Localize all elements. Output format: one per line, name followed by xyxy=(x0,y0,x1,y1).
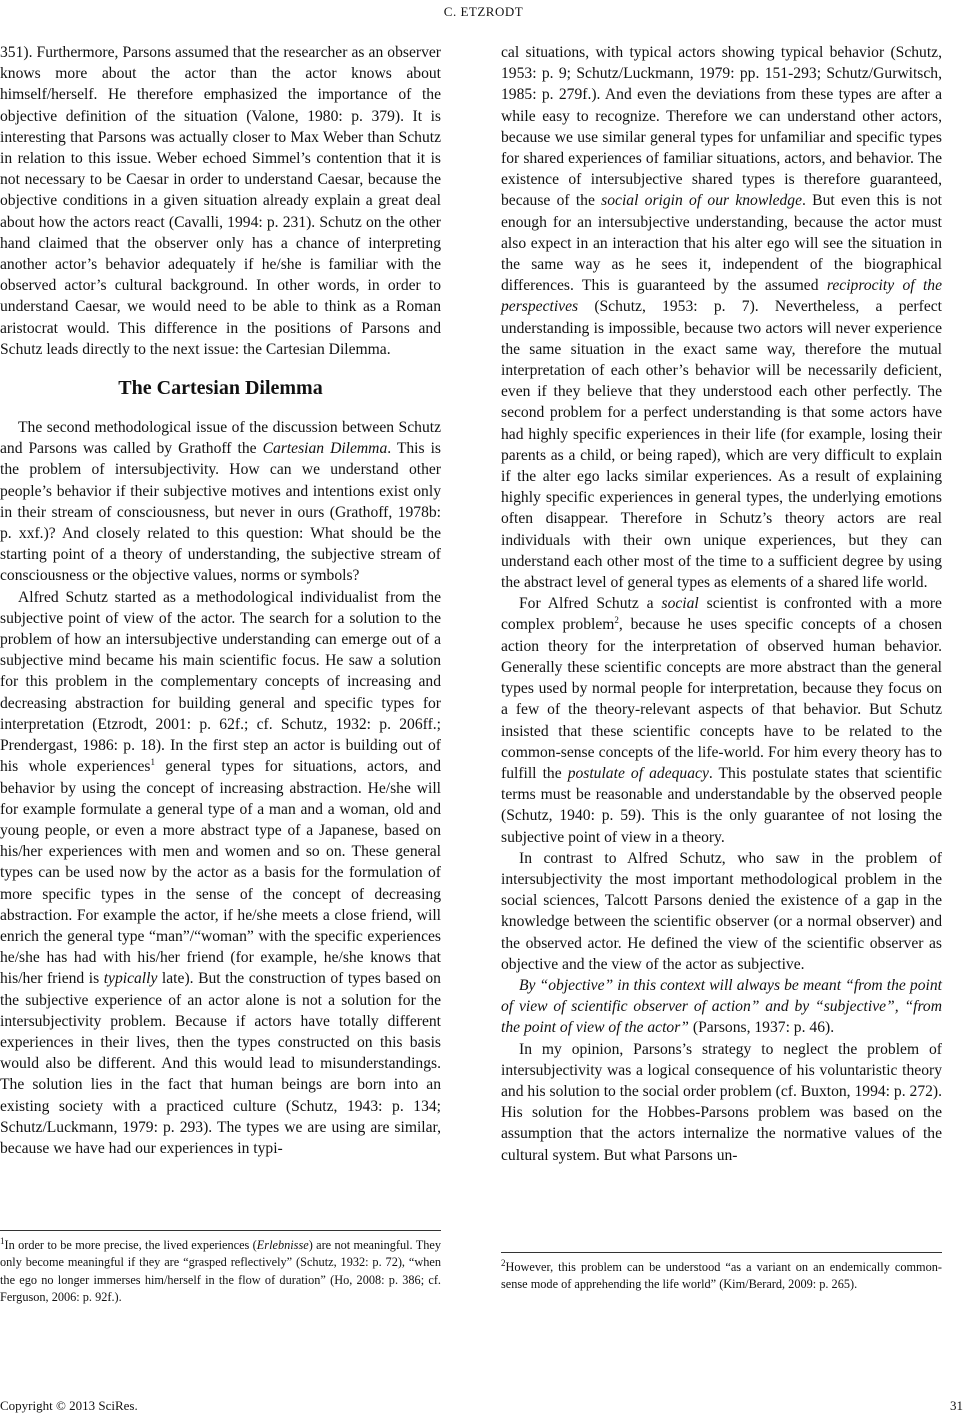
text-run: (Schutz, 1953: p. 7). Nevertheless, a perfect understanding is impossible, because two actors will never experience the same situation in the exact same way, therefore the mutual interpretation of each other’s behavior will be necessarily deficient, even if they believe that they understood each other perfectly. The second problem for a perfect understanding is that some actors have had highly specific experiences in their life (for example, losing their parents as a child, or being raped), which are very difficult to explain if the alter ego lacks similar experiences. As a result of explaining highly specific experiences in general types, the underlying emotions often disappear. Therefore in Schutz’s theory actors are real individuals with their own unique experiences, but they can understand each other most of the time to a sufficient degree by using the abstract level of general types as elements of a shared life world. xyxy=(501,298,942,592)
text-run: ) are not meaningful. They only become meaningful if they are “grasped reflectively” (Schutz, 1932: p. 72), “when the ego no longer immerses him/herself in the flow of duration” (Ho, 2008: p. 386; cf. Ferguson, 2006: p. 92f.). xyxy=(0,1238,441,1304)
running-header: C. ETZRODT xyxy=(443,4,524,19)
emphasis: Cartesian Dilemma xyxy=(262,440,388,458)
footnote-ref: 2 xyxy=(614,615,619,626)
text-run: . This is the problem of intersubjectivity. How can we understand other people’s behavior if their subjective motives and intentions exist only in their stream of consciousness, but never in ours (Grathoff, 1978b: p. xxf.)? And closely related to this question: What should be the starting point of a theory of understanding, the subjective stream of consciousness or the objective values, norms or symbols? xyxy=(0,440,441,585)
text-run: (Parsons, 1937: p. 46). xyxy=(688,1019,835,1037)
footnote-number: 2 xyxy=(501,1257,506,1268)
paragraph xyxy=(0,587,441,1159)
section-heading: The Cartesian Dilemma xyxy=(118,377,323,400)
paragraph xyxy=(501,42,942,593)
emphasis: reciprocity of the perspectives xyxy=(501,277,942,316)
paragraph xyxy=(0,417,441,587)
paragraph: In my opinion, Parsons’s strategy to neglect the problem of intersubjectivity was a logical consequence of his voluntaristic theory and his solution to the social order problem (cf. Buxton, 1994: p. 272). His solution for the Hobbes-Parsons problem was based on the assumption that the actors internalize the normative values of the cultural system. But what Parsons un- xyxy=(501,1040,942,1164)
text-run: For Alfred Schutz a xyxy=(519,595,662,613)
emphasis: typically xyxy=(103,970,158,988)
emphasis: social xyxy=(661,595,699,613)
text-run: , because he uses specific concepts of a chosen action theory for the interpretation of observed human behavior. Generally these scientific concepts are more abstract than the general types used by normal people for interpretation, because they focus on a few of the theory-relevant aspects of that behavior. But Schutz insisted that these scientific concepts have to be related to the common-sense concepts of the life-world. For him every theory has to fulfill the xyxy=(501,616,943,782)
footnote-2 xyxy=(501,1252,942,1294)
text-run: cal situations, with typical actors showing typical behavior (Schutz, 1953: p. 9; Schutz/Luckmann, 1979: pp. 151-293; Schutz/Gurwitsch, 1985: p. 279f.). And even the deviations from these types are after a while easy to recognize. Therefore we can understand other actors, because we use similar general types for unfamiliar and specific types for shared experiences of familiar situations, actors, and behavior. The existence of intersubjective shared types is therefore guaranteed, because of the xyxy=(501,44,942,210)
left-column xyxy=(0,42,441,1159)
emphasis: ”, “from the point of view of the actor” xyxy=(501,998,942,1037)
footnote-text xyxy=(0,1237,441,1306)
text-run: In order to be more precise, the lived experiences ( xyxy=(4,1238,257,1252)
block-quote xyxy=(501,975,942,1039)
footnote-ref: 1 xyxy=(150,757,155,768)
text-run: The second methodological issue of the discussion between Schutz and Parsons was called by Grathoff the xyxy=(0,419,441,458)
footnote-number: 1 xyxy=(0,1235,5,1246)
emphasis: ” in this context will always be meant “from the point of view of scientific observer of action” and by “ xyxy=(501,976,942,1016)
emphasis: social origin of our knowledge xyxy=(601,192,803,210)
emphasis: subjective xyxy=(823,998,887,1016)
text-run: scientist is confronted with a more complex problem xyxy=(501,595,942,634)
text-run: . This postulate states that scientific terms must be reasonable and understandable by the observed people (Schutz, 1940: p. 59). This is the only guarantee of not losing the subjective point of view in a theory. xyxy=(501,764,942,846)
copyright-notice: Copyright © 2013 SciRes. xyxy=(0,1398,138,1413)
emphasis: Erlebnisse xyxy=(256,1238,309,1252)
right-column xyxy=(501,42,942,1166)
paragraph: In contrast to Alfred Schutz, who saw in the problem of intersubjectivity the most important methodological problem in the social sciences, Talcott Parsons denied the existence of a gap in the knowledge between the scientific observer (or a normal observer) and the observed actor. He defined the view of the scientific observer as objective and the view of the actor as subjective. xyxy=(501,849,942,973)
text-run: . But even this is not enough for an intersubjective understanding, because the actor must also expect in an interaction that his alter ego will see the situation in the same way as he sees it, independent of the biographical differences. This is guaranteed by the assumed xyxy=(501,192,942,295)
text-run: general types for situations, actors, and behavior by using the concept of increasing abstraction. He/she will for example formulate a general type of a man and a woman, old and young people, or even a more abstract type of a Japanese, based on his/her experiences with men and women and so on. These general types can be used now by the actor as a basis for the formulation of more specific types in the sense of the concept of decreasing abstraction. For example the actor, if he/she meets a close friend, will enrich the general type “man”/“woman” with the specific experiences he/she has had with his/her friend (for example, he/she knows that his/her friend is xyxy=(0,758,441,988)
paragraph xyxy=(501,593,942,847)
footnote-1 xyxy=(0,1230,441,1306)
emphasis: postulate of adequacy xyxy=(567,764,709,782)
emphasis: objective xyxy=(548,976,605,994)
text-run: late). But the construction of types based on the subjective experience of an actor alone is not a solution for the intersubjectivity problem. Because if actors have totally different experiences in their lives, then the types constructed on this basis would also be different. And this would lead to misunderstandings. The solution lies in the fact that human beings are born into an existing society with a practiced culture (Schutz, 1943: p. 134; Schutz/Luckmann, 1979: p. 293). The types we are using are similar, because we have had our experiences in typi- xyxy=(0,970,441,1157)
page-number: 31 xyxy=(950,1398,963,1413)
text-run: However, this problem can be understood “as a variant on an endemically common-sense mode of apprehending the life world” (Kim/Berard, 2009: p. 265). xyxy=(501,1260,942,1292)
paragraph: 351). Furthermore, Parsons assumed that the researcher as an observer knows more about the actor than the actor knows about himself/herself. He therefore emphasized the importance of the objective definition of the situation (Valone, 1980: p. 379). It is interesting that Parsons was actually closer to Max Weber than Schutz in relation to this issue. Weber echoed Simmel’s contention that it is not necessary to be Caesar in order to understand Caesar, because the objective conditions in a given situation already explain a great deal about how the actors react (Cavalli, 1994: p. 231). Schutz on the other hand claimed that the observer only has a chance of interpreting another actor’s behavior adequately if he/she is familiar with the observed actor’s cultural background. In other words, in order to understand Caesar, we would need to be able to think as a Roman aristocrat would. This difference in the positions of Parsons and Schutz leads directly to the next issue: the Cartesian Dilemma. xyxy=(0,44,441,358)
footnote-text xyxy=(501,1259,942,1294)
text-run: Alfred Schutz started as a methodological individualist from the subjective point of view of the actor. The search for a solution to the problem of how an intersubjective understanding can emerge out of a subjective mind became his main scientific focus. He saw a solution for this problem in the complementary concepts of increasing and decreasing abstraction for building general and specific types for interpretation (Etzrodt, 2001: p. 62f.; cf. Schutz, 1932: p. 206ff.; Prendergast, 1986: p. 18). In the first step an actor is building out of his whole experiences xyxy=(0,588,441,776)
emphasis: By “ xyxy=(519,976,549,994)
